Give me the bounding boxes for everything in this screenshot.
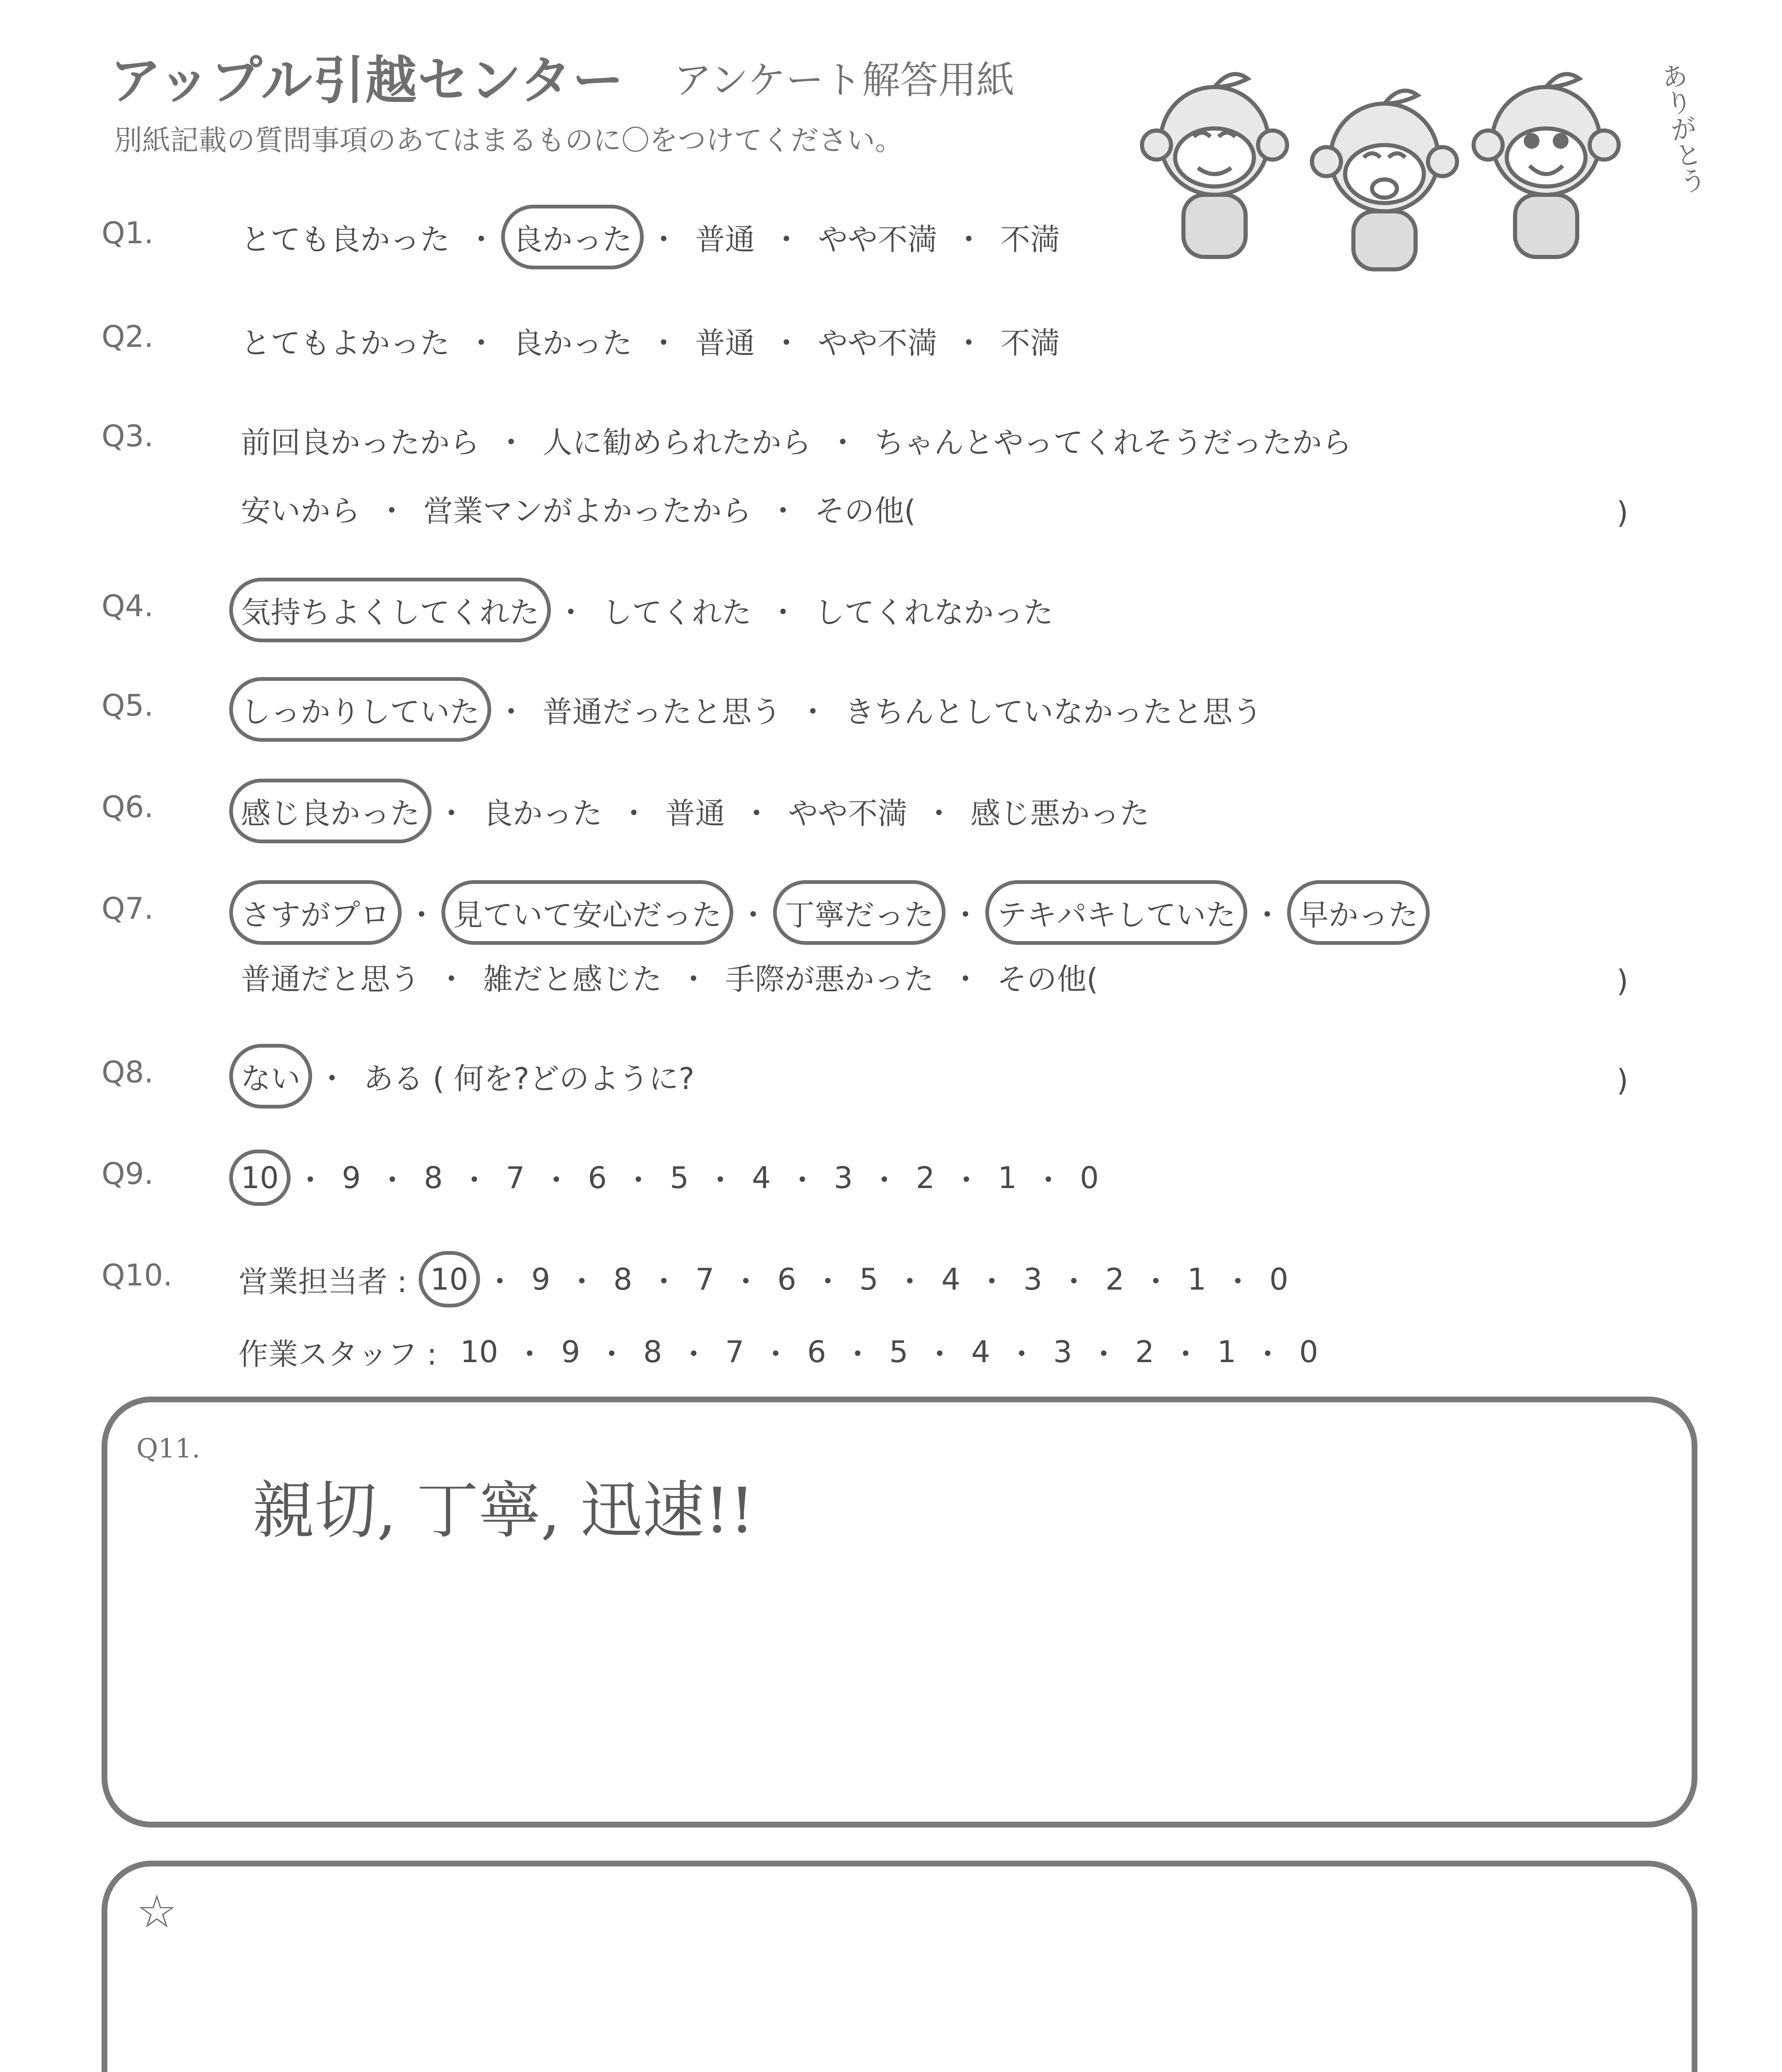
option-separator: ・ (950, 898, 981, 932)
option[interactable]: 普通 (695, 326, 755, 361)
option[interactable]: 0 (1299, 1334, 1319, 1369)
option[interactable]: 6 (777, 1262, 797, 1297)
question-options-row (238, 789, 1152, 833)
thank-you-text: ありがとう (1654, 61, 1708, 196)
option-separator: ・ (731, 1264, 761, 1299)
option-separator: ・ (954, 326, 984, 361)
option[interactable]: 感じ悪かった (970, 796, 1150, 831)
instruction-text: 別紙記載の質問事項のあてはまるものに〇をつけてください。 (114, 124, 904, 157)
option-separator: ・ (377, 1163, 407, 1198)
monkey-icon (1474, 74, 1619, 257)
free-comment-box (102, 1861, 1697, 2072)
option[interactable]: 安いから (241, 494, 361, 528)
option-separator: ・ (295, 1163, 325, 1198)
option[interactable]: 不満 (1000, 326, 1060, 361)
option[interactable]: してくれた (602, 595, 752, 630)
option-separator: ・ (798, 695, 828, 729)
option[interactable]: 3 (1023, 1262, 1043, 1297)
option[interactable]: 1 (998, 1160, 1017, 1195)
option[interactable]: 0 (1080, 1160, 1099, 1195)
option-separator: ・ (1223, 1264, 1253, 1299)
option-circled[interactable]: 10 (428, 1262, 471, 1297)
option-separator: ・ (407, 898, 437, 932)
option-separator: ・ (1252, 898, 1283, 932)
option[interactable]: 7 (506, 1160, 525, 1195)
option[interactable]: その他( (815, 494, 916, 528)
question-options-row (238, 1258, 1291, 1301)
option[interactable]: してくれなかった (815, 595, 1054, 630)
option-separator: ・ (466, 222, 497, 257)
question-options-row (238, 419, 1354, 462)
option[interactable]: 4 (752, 1160, 771, 1195)
monkey-mascot-illustration (1127, 54, 1700, 286)
company-title: アップル引越センター (110, 51, 625, 111)
option-separator: ・ (1006, 1337, 1037, 1372)
option[interactable]: 9 (531, 1262, 550, 1297)
option-separator: ・ (514, 1337, 545, 1372)
option-separator: ・ (459, 1163, 490, 1198)
option-circled[interactable]: 気持ちよくしてくれた (238, 588, 542, 632)
option-separator: ・ (1171, 1337, 1201, 1372)
star-label: ☆ (136, 1885, 177, 1938)
option-separator: ・ (813, 1264, 843, 1299)
question-options-row (238, 955, 1101, 998)
option[interactable]: ちゃんとやってくれそうだったから (874, 425, 1352, 460)
option[interactable]: 2 (1135, 1334, 1154, 1369)
option-circled[interactable]: 感じ良かった (238, 789, 422, 833)
q11-answer-box (102, 1397, 1697, 1828)
option-circled[interactable]: 早かった (1296, 891, 1421, 934)
option[interactable]: 3 (834, 1160, 853, 1195)
option-separator: ・ (485, 1264, 515, 1299)
option[interactable]: 良かった (513, 326, 633, 361)
option[interactable]: 人に勧められたから (543, 425, 812, 460)
monkey-icon (1142, 74, 1287, 257)
option[interactable]: 普通だと思う (241, 962, 420, 997)
option-separator: ・ (705, 1163, 735, 1198)
question-label: Q7. (102, 891, 154, 926)
option-separator: ・ (619, 796, 649, 831)
option[interactable]: 雑だと感じた (483, 962, 662, 997)
option-separator: ・ (649, 1264, 679, 1299)
option-separator: ・ (1033, 1163, 1064, 1198)
option[interactable]: やや不満 (788, 796, 908, 831)
question-label: Q10. (102, 1258, 173, 1293)
option-separator: ・ (977, 1264, 1007, 1299)
question-options-row (238, 1156, 1101, 1199)
option-separator: ・ (761, 1337, 791, 1372)
option-separator: ・ (1253, 1337, 1283, 1372)
option[interactable]: 9 (561, 1334, 580, 1369)
option-circled[interactable]: 丁寧だった (782, 891, 936, 934)
closing-paren: ) (1617, 495, 1629, 530)
option[interactable]: 6 (588, 1160, 607, 1195)
option[interactable]: 8 (613, 1262, 633, 1297)
option[interactable]: 5 (859, 1262, 878, 1297)
option[interactable]: 普通 (695, 222, 755, 257)
row-sublabel: 営業担当者 : (238, 1264, 407, 1299)
option-separator: ・ (924, 796, 954, 831)
option-separator: ・ (1089, 1337, 1119, 1372)
closing-paren: ) (1617, 963, 1629, 998)
monkey-icon (1312, 91, 1457, 269)
option[interactable]: とても良かった (241, 222, 450, 257)
question-options-row (238, 891, 1421, 934)
question-options-row (238, 1330, 1321, 1373)
option[interactable]: 8 (643, 1334, 662, 1369)
option-separator: ・ (924, 1337, 955, 1372)
option[interactable]: やや不満 (818, 326, 938, 361)
option[interactable]: 不満 (1000, 222, 1060, 257)
option-separator: ・ (679, 962, 709, 997)
question-label: Q3. (102, 419, 154, 453)
option[interactable]: とてもよかった (241, 326, 450, 361)
option[interactable]: 営業マンがよかったから (423, 494, 752, 528)
option-separator: ・ (436, 962, 467, 997)
option-separator: ・ (1059, 1264, 1089, 1299)
option-separator: ・ (1141, 1264, 1171, 1299)
option[interactable]: 7 (695, 1262, 715, 1297)
option[interactable]: 手際が悪かった (725, 962, 934, 997)
option-separator: ・ (567, 1264, 597, 1299)
form-title: アンケート解答用紙 (674, 58, 1015, 102)
option-separator: ・ (954, 222, 984, 257)
option[interactable]: 0 (1269, 1262, 1289, 1297)
option-separator: ・ (768, 595, 798, 630)
question-label: Q6. (102, 789, 154, 824)
option-circled[interactable]: ない (238, 1055, 303, 1098)
option-separator: ・ (541, 1163, 572, 1198)
option-circled[interactable]: 見ていて安心だった (451, 891, 724, 934)
option[interactable]: 普通だったと思う (543, 695, 782, 729)
option[interactable]: 普通 (665, 796, 725, 831)
question-label: Q5. (102, 688, 154, 723)
option-separator: ・ (623, 1163, 653, 1198)
question-label: Q4. (102, 588, 154, 623)
question-options-row (238, 1055, 697, 1098)
option[interactable]: 8 (424, 1160, 443, 1195)
option-separator: ・ (436, 796, 467, 831)
option[interactable]: 5 (669, 1160, 689, 1195)
option-separator: ・ (679, 1337, 709, 1372)
option-circled[interactable]: 良かった (510, 215, 635, 259)
option[interactable]: 4 (941, 1262, 960, 1297)
question-options-row (238, 688, 1265, 731)
option-separator: ・ (377, 494, 407, 528)
option[interactable]: ある ( 何を?どのように? (364, 1061, 695, 1096)
option-separator: ・ (496, 425, 526, 460)
option-separator: ・ (768, 494, 798, 528)
option[interactable]: 3 (1053, 1334, 1072, 1369)
question-label: Q1. (102, 215, 154, 250)
option-separator: ・ (869, 1163, 899, 1198)
question-label: Q9. (102, 1156, 154, 1191)
option[interactable]: その他( (997, 962, 1098, 997)
q11-answer-text: 親切, 丁寧, 迅速!! (252, 1475, 755, 1547)
option-separator: ・ (828, 425, 858, 460)
option[interactable]: 1 (1217, 1334, 1236, 1369)
option-separator: ・ (496, 695, 526, 729)
closing-paren: ) (1617, 1063, 1629, 1098)
question-options-row (238, 319, 1062, 362)
option-separator: ・ (649, 222, 679, 257)
option-separator: ・ (742, 796, 772, 831)
option-separator: ・ (843, 1337, 873, 1372)
option[interactable]: 9 (342, 1160, 361, 1195)
option-separator: ・ (787, 1163, 817, 1198)
option[interactable]: 7 (725, 1334, 744, 1369)
option-separator: ・ (771, 326, 802, 361)
option-circled[interactable]: 10 (238, 1160, 281, 1195)
question-options-row (238, 215, 1062, 259)
option[interactable]: 2 (1105, 1262, 1125, 1297)
option[interactable]: 6 (807, 1334, 827, 1369)
option-separator: ・ (466, 326, 497, 361)
option-circled[interactable]: テキパキしていた (994, 891, 1238, 934)
row-sublabel: 作業スタッフ : (238, 1337, 437, 1372)
option-circled[interactable]: しっかりしていた (238, 688, 482, 731)
option-separator: ・ (950, 962, 981, 997)
option-circled[interactable]: さすがプロ (238, 891, 393, 934)
option-separator: ・ (771, 222, 802, 257)
option-separator: ・ (317, 1061, 347, 1096)
option-separator: ・ (649, 326, 679, 361)
option-separator: ・ (951, 1163, 982, 1198)
option[interactable]: 前回良かったから (241, 425, 480, 460)
option-separator: ・ (556, 595, 586, 630)
q11-label: Q11. (136, 1433, 201, 1464)
option[interactable]: 4 (971, 1334, 990, 1369)
option[interactable]: きちんとしていなかったと思う (844, 695, 1263, 729)
option[interactable]: 10 (460, 1334, 498, 1369)
option[interactable]: 1 (1187, 1262, 1207, 1297)
option-separator: ・ (738, 898, 769, 932)
question-options-row (238, 487, 918, 530)
question-label: Q8. (102, 1055, 154, 1089)
option[interactable]: 5 (889, 1334, 908, 1369)
option[interactable]: 良かった (483, 796, 603, 831)
question-options-row (238, 588, 1056, 632)
option-separator: ・ (596, 1337, 627, 1372)
option-separator: ・ (895, 1264, 925, 1299)
option[interactable]: 2 (916, 1160, 935, 1195)
question-label: Q2. (102, 319, 154, 354)
option[interactable]: やや不満 (818, 222, 938, 257)
